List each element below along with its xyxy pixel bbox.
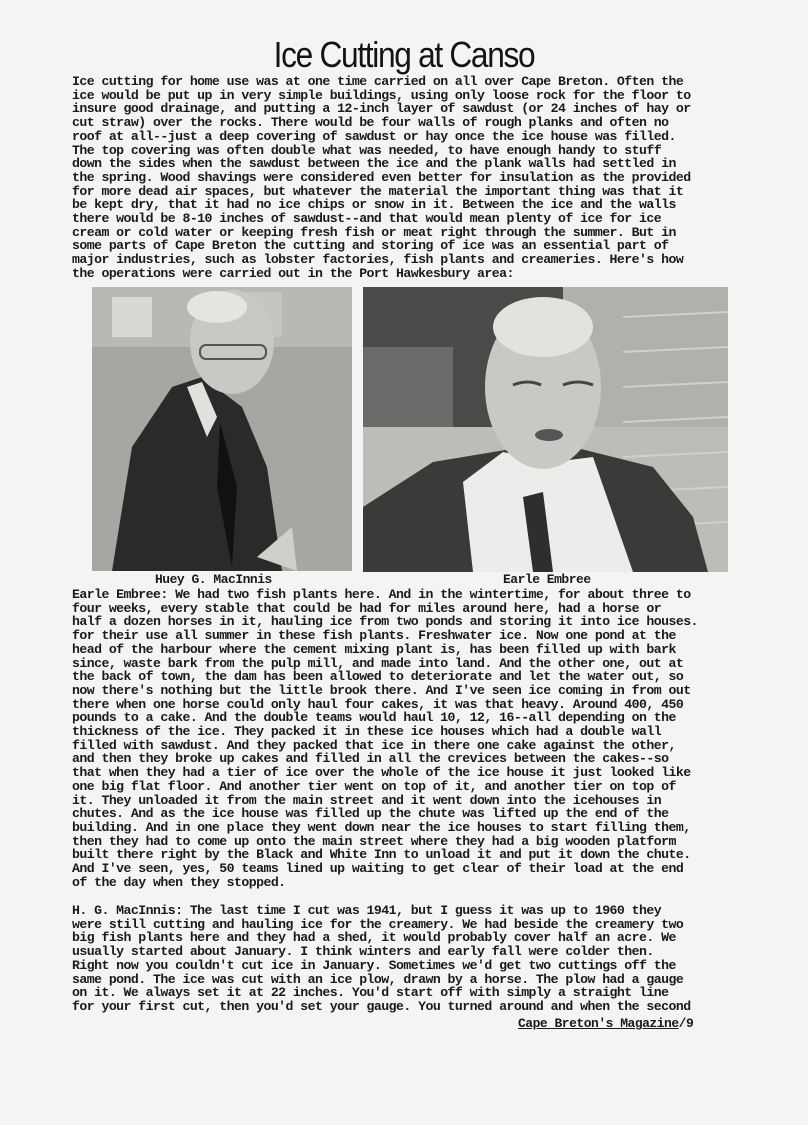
text-line: for their use all summer in these fish plants. Freshwater ice. Now one pond at the <box>72 628 676 644</box>
text-line: built there right by the Black and White Inn to unload it and put it down the chute. <box>72 847 691 863</box>
text-line: Right now you couldn't cut ice in January. Sometimes we'd get two cuttings off the <box>72 957 676 973</box>
text-line: H. G. MacInnis: The last time I cut was 1941, but I guess it was up to 1960 they <box>72 903 662 918</box>
text-line: some parts of Cape Breton the cutting and storing of ice was an essential part of <box>72 238 669 254</box>
text-line: there would be 8-10 inches of sawdust--and that would mean plenty of ice for ice <box>72 211 662 227</box>
portrait-image-right <box>363 287 728 572</box>
text-line: for more dead air spaces, but whatever the material the important thing was that it <box>72 183 684 199</box>
caption-earle-embree: Earle Embree <box>503 572 591 587</box>
text-line: usually started about January. I think winters and early fall were colder then. <box>72 944 654 960</box>
text-line: and then they broke up cakes and filled in all the crevices between the cakes--so <box>72 751 669 767</box>
text-line: Ice cutting for home use was at one time carried on all over Cape Breton. Often the <box>72 74 684 89</box>
article-title: Ice Cutting at Canso <box>273 34 535 75</box>
text-line: be kept dry, that it had no ice chips or snow in it. Between the ice and the walls <box>72 197 676 213</box>
text-line: thickness of the ice. They packed it in these ice houses which had a double wall <box>72 724 662 740</box>
photo-earle-embree <box>363 287 728 572</box>
text-line: building. And in one place they went down near the ice houses to start filling them, <box>72 819 691 835</box>
intro-paragraph <box>72 75 772 281</box>
text-line: down the sides when the sawdust between the ice and the plank walls had settled in <box>72 156 676 172</box>
text-line: cut straw) over the rocks. There would be four walls of rough planks and often no <box>72 115 669 131</box>
text-line: there when one horse could only haul four cakes, it was that heavy. Around 400, 450 <box>72 696 684 712</box>
text-line: then they had to come up onto the main street where they had a big wooden platform <box>72 833 676 849</box>
portrait-image-left <box>92 287 352 571</box>
page-number: /9 <box>678 1016 694 1031</box>
text-line: big fish plants here and they had a shed, it would probably cover half an acre. We <box>72 930 676 946</box>
text-line: since, waste bark from the pulp mill, and made into land. And the other one, out at <box>72 655 684 671</box>
text-line: And I've seen, yes, 50 teams lined up waiting to get clear of their load at the end <box>72 861 684 877</box>
text-line: the operations were carried out in the Port Hawkesbury area: <box>72 265 514 281</box>
text-line: major industries, such as lobster factories, fish plants and creameries. Here's how <box>72 252 684 268</box>
macinnis-interview-paragraph <box>72 904 772 1014</box>
page-footer <box>518 1016 693 1031</box>
text-line: roof at all--just a deep covering of sawdust or hay once the ice house was filled. <box>72 128 676 144</box>
text-line: pounds to a cake. And the double teams would haul 10, 12, 16--all depending on the <box>72 710 676 726</box>
text-line: for your first cut, then you'd set your gauge. You turned around and when the second <box>72 998 691 1014</box>
text-line: The top covering was often double what was needed, to have enough handy to stuff <box>72 142 662 158</box>
text-line: the spring. Wood shavings were considered even better for insulation as the provided <box>72 169 691 185</box>
text-line: now there's nothing but the little brook there. And I've seen ice coming in from out <box>72 682 691 698</box>
text-line: the back of town, the dam has been allowed to deteriorate and let the water out, so <box>72 669 684 685</box>
text-line: same pond. The ice was cut with an ice plow, drawn by a horse. The plow had a gauge <box>72 971 684 987</box>
text-line: chutes. And as the ice house was filled up the chute was lifted up the end of the <box>72 806 669 822</box>
caption-huey-macinnis: Huey G. MacInnis <box>155 572 272 587</box>
text-line: one big flat floor. And another tier went on top of it, and another tier on top of <box>72 778 676 794</box>
text-line: filled with sawdust. And they packed that ice in there one cake against the other, <box>72 737 676 753</box>
text-line: head of the harbour where the cement mixing plant is, has been filled up with bark <box>72 641 676 657</box>
text-line: on it. We always set it at 22 inches. You'd start off with simply a straight line <box>72 985 669 1001</box>
text-line: it. They unloaded it from the main street and it went down into the icehouses in <box>72 792 662 808</box>
photo-huey-macinnis <box>92 287 352 571</box>
text-line: cream or cold water or keeping fresh fish or meat right through the summer. But in <box>72 224 676 240</box>
embree-interview-paragraph <box>72 588 772 889</box>
text-line: ice would be put up in very simple buildings, using only loose rock for the floor to <box>72 87 691 103</box>
text-line: insure good drainage, and putting a 12-inch layer of sawdust (or 24 inches of hay or <box>72 101 691 117</box>
text-line: of the day when they stopped. <box>72 874 286 890</box>
text-line: were still cutting and hauling ice for the creamery. We had beside the creamery two <box>72 916 684 932</box>
text-line: Earle Embree: We had two fish plants here. And in the wintertime, for about three to <box>72 587 691 602</box>
text-line: four weeks, every stable that could be had for miles around here, had a horse or <box>72 600 662 616</box>
text-line: half a dozen horses in it, hauling ice from two ponds and storing it into ice houses. <box>72 614 698 630</box>
text-line: that when they had a tier of ice over the whole of the ice house it just looked like <box>72 765 691 781</box>
magazine-name: Cape Breton's Magazine <box>518 1016 679 1031</box>
